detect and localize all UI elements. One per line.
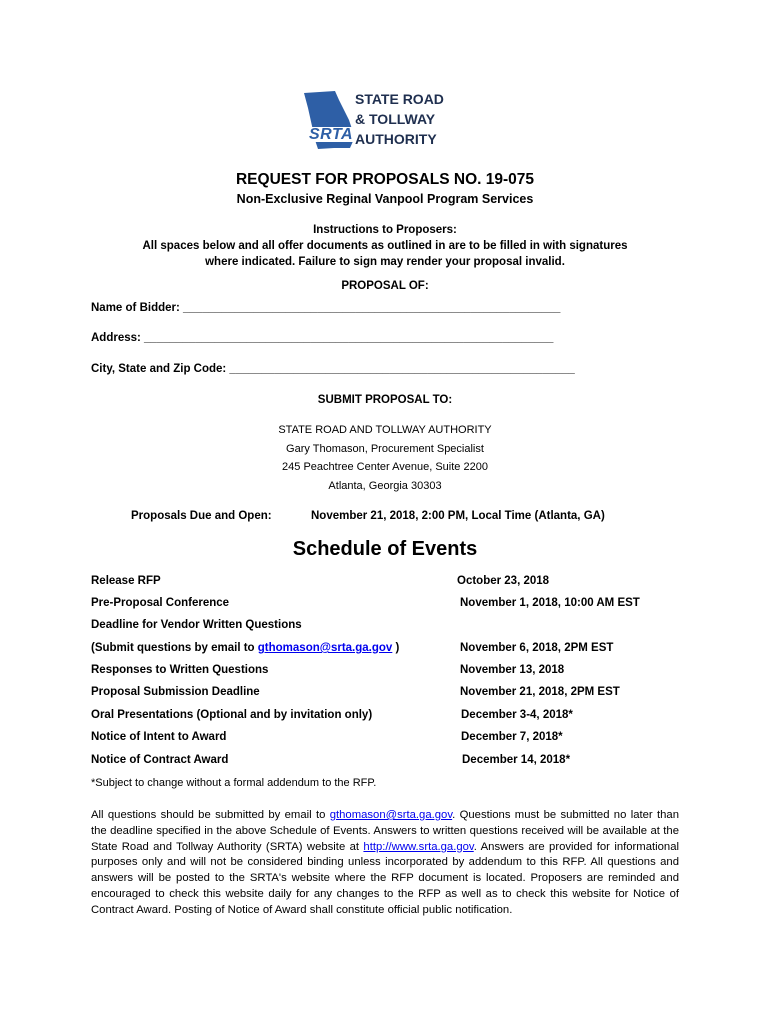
questions-email-link[interactable]: gthomason@srta.ga.gov (257, 642, 393, 654)
release-date: October 23, 2018 (457, 575, 550, 587)
due-label: Proposals Due and Open: (131, 510, 272, 522)
closing-website-link[interactable]: http://www.srta.ga.gov (363, 840, 474, 853)
submit-address-line-2: Gary Thomason, Procurement Specialist (286, 443, 484, 455)
srta-mark: SRTA (309, 126, 354, 143)
submit-address-line-1: STATE ROAD AND TOLLWAY AUTHORITY (278, 424, 492, 436)
logo-line-3: AUTHORITY (355, 131, 437, 147)
contract-label: Notice of Contract Award (91, 754, 229, 766)
document-title: REQUEST FOR PROPOSALS NO. 19-075 (235, 171, 534, 188)
closing-text-1: All questions should be submitted by email to (91, 809, 330, 821)
document-subtitle: Non-Exclusive Reginal Vanpool Program Services (236, 192, 534, 206)
submit-questions-suffix: ) (392, 642, 400, 654)
logo-line-1: STATE ROAD (355, 91, 444, 107)
submit-address-line-4: Atlanta, Georgia 30303 (328, 480, 442, 492)
preproposal-date: November 1, 2018, 10:00 AM EST (460, 597, 640, 609)
instructions-line-2: where indicated. Failure to sign may render your proposal invalid. (205, 256, 565, 268)
submission-date: November 21, 2018, 2PM EST (460, 686, 620, 698)
srta-logo (304, 90, 466, 152)
submit-proposal-heading: SUBMIT PROPOSAL TO: (317, 394, 453, 406)
due-value: November 21, 2018, 2:00 PM, Local Time (Atlanta, GA) (311, 510, 605, 522)
submit-questions-date: November 6, 2018, 2PM EST (460, 642, 614, 654)
deadline-label: Deadline for Vendor Written Questions (91, 619, 302, 631)
submission-label: Proposal Submission Deadline (91, 686, 260, 698)
bidder-name-field[interactable]: Name of Bidder: ___________________________________________________________ (91, 302, 561, 314)
closing-paragraph (91, 808, 679, 919)
instructions-line-1: All spaces below and all offer documents as outlined in are to be filled in with signatures (142, 240, 628, 252)
schedule-title: Schedule of Events (292, 538, 478, 560)
schedule-footnote: *Subject to change without a formal addendum to the RFP. (91, 777, 377, 789)
submit-address-line-3: 245 Peachtree Center Avenue, Suite 2200 (282, 461, 488, 473)
responses-date: November 13, 2018 (460, 664, 565, 676)
proposal-of-heading: PROPOSAL OF: (341, 280, 429, 292)
instructions-title: Instructions to Proposers: (313, 224, 457, 236)
closing-text-2: . Questions must be submitted no later than the deadline specified in the above Schedule of Events. Answers to written questions received will be available at the State Road and Tollway Authority (SRTA) website at (91, 809, 679, 853)
closing-text-3: . Answers are provided for informational purposes only and will not be considered binding unless incorporated by addendum to this RFP. All questions and answers will be posted to the SRTA's website where the RFP document is located. Proposers are reminded and encouraged to check this website daily for any changes to the RFP as well as to check this website for Notice of Contract Award. Posting of Notice of Award shall constitute official public notification. (91, 840, 679, 916)
preproposal-label: Pre-Proposal Conference (91, 597, 230, 609)
contract-date: December 14, 2018* (462, 754, 571, 766)
intent-date: December 7, 2018* (461, 731, 563, 743)
address-field[interactable]: Address: ________________________________________________________________ (91, 332, 554, 344)
closing-email-link[interactable]: gthomason@srta.ga.gov (329, 809, 453, 821)
release-label: Release RFP (91, 575, 161, 587)
intent-label: Notice of Intent to Award (91, 731, 227, 743)
city-state-zip-field[interactable]: City, State and Zip Code: ______________________________________________________ (91, 363, 575, 375)
submit-questions-prefix: (Submit questions by email to (91, 642, 258, 654)
responses-label: Responses to Written Questions (91, 664, 269, 676)
submit-questions-line (91, 642, 399, 654)
oral-date: December 3-4, 2018* (461, 709, 573, 721)
oral-label: Oral Presentations (Optional and by invitation only) (91, 709, 373, 721)
logo-line-2: & TOLLWAY (355, 111, 436, 127)
